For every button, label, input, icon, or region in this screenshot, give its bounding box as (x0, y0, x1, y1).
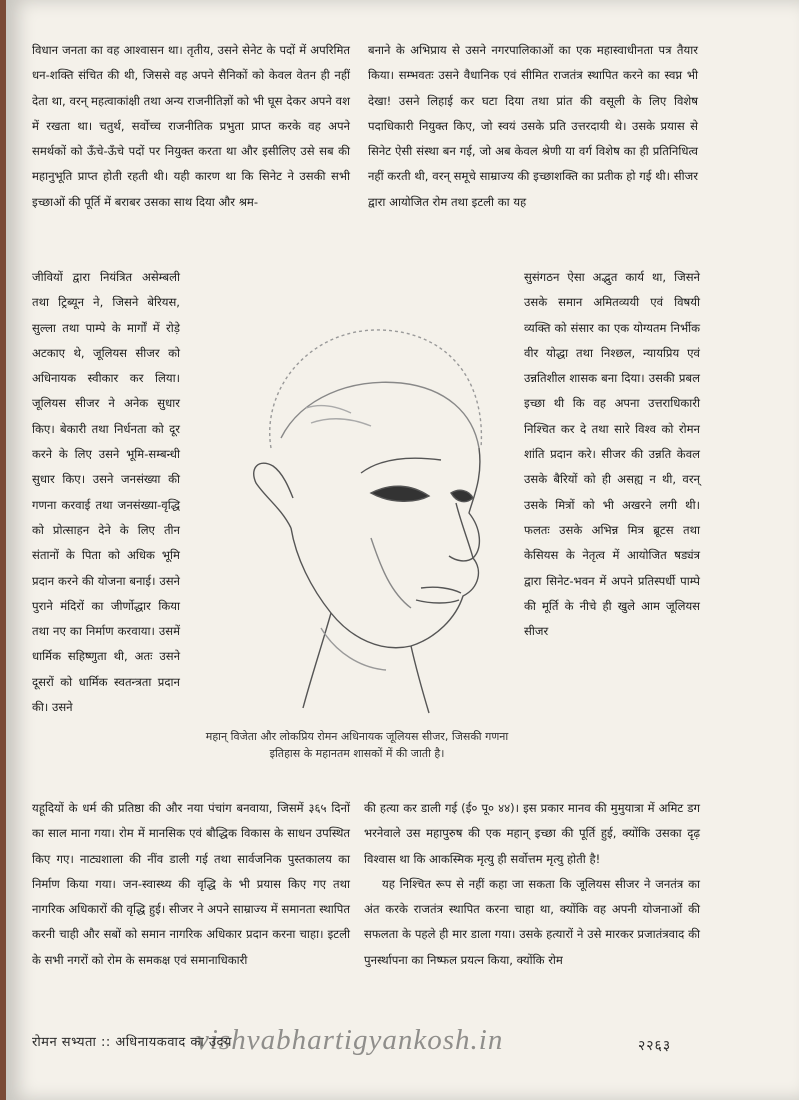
figure-caption: महान् विजेता और लोकप्रिय रोमन अधिनायक जूलियस सीजर, जिसकी गणना इतिहास के महानतम शासकों में की जाती है। (205, 730, 509, 760)
paragraph-bottom-right-part-2: यह निश्चित रूप से नहीं कहा जा सकता कि जूलियस सीजर ने जनतंत्र का अंत करके राजतंत्र स्थापित करना चाहा था, क्योंकि वह अपनी योजनाओं की सफलता के पहले ही मार डाला गया। उसके हत्यारों ने उसे मारकर प्रजातंत्रवाद की पुनर्स्थापना का निष्फल प्रयत्न किया, क्योंकि रोम (364, 876, 700, 967)
julius-caesar-portrait (211, 308, 511, 718)
running-footer-title: रोमन सभ्यता :: अधिनायकवाद का उदय (32, 1035, 232, 1050)
paragraph-bottom-left: यहूदियों के धर्म की प्रतिष्ठा की और नया पंचांग बनवाया, जिसमें ३६५ दिनों का साल माना गया। रोम में मानसिक एवं बौद्धिक विकास के साधन उपस्थित किए गए। नाट्यशाला की नींव डाली गई तथा सार्वजनिक पुस्तकालय का निर्माण किया गया। जन-स्वास्थ्य की वृद्धि के भी प्रयास किए गए तथा नागरिक अधिकारों की वृद्धि हुई। सीजर ने अपने साम्राज्य में समानता स्थापित करनी चाही और सबों को समान नागरिक अधिकार प्रदान करना चाहा। इटली के सभी नगरों को रोम के समकक्ष एवं समानाधिकारी (32, 801, 350, 967)
page-number: २२६३ (638, 1038, 672, 1054)
paragraph-right-narrow: सुसंगठन ऐसा अद्भुत कार्य था, जिसने उसके समान अमितव्ययी एवं विषयी व्यक्ति को संसार का एक योग्यतम निर्भीक वीर योद्धा तथा निश्छल, न्यायप्रिय एवं उन्नतिशील शासक बना दिया। उसकी प्रबल इच्छा थी कि वह अपना उत्तराधिकारी निश्चित कर दे तथा सारे विश्व को रोमन शांति प्रदान करे। सीजर की उन्नति केवल उसके बैरियों को ही असह्य न थी, वरन् उसके मित्रों को भी अखरने लगी थी। फलतः उसके अभिन्न मित्र ब्रूटस तथा केसियस के नेतृत्व में आयोजित षड्यंत्र द्वारा सिनेट-भवन में अपने प्रतिस्पर्धी पाम्पे की मूर्ति के नीचे ही खुले आम जूलियस सीजर (524, 270, 700, 639)
paragraph-right-top: बनाने के अभिप्राय से उसने नगरपालिकाओं का एक महास्वाधीनता पत्र तैयार किया। सम्भवतः उसने वैधानिक एवं सीमित राजतंत्र स्थापित करने का स्वप्न भी देखा! उसने लिहाई कर घटा दिया तथा प्रांत की वसूली के लिए विशेष पदाधिकारी नियुक्त किए, जो स्वयं उसके प्रति उत्तरदायी थे। उसके प्रयास से सिनेट ऐसी संस्था बन गई, जो अब केवल श्रेणी या वर्ग विशेष का ही प्रतिनिधित्व नहीं करती थी, वरन् समूचे साम्राज्य की इच्छाशक्ति का प्रतीक हो गई थी। सीजर द्वारा आयोजित रोम तथा इटली का यह (368, 43, 698, 209)
paragraph-bottom-right (364, 796, 700, 973)
book-page (6, 0, 799, 1100)
watermark: vishvabhartigyankosh.in (196, 1024, 504, 1056)
paragraph-left-top: विधान जनता का वह आश्वासन था। तृतीय, उसने सेनेट के पदों में अपरिमित धन-शक्ति संचित की थी, जिससे वह अपने सैनिकों को केवल वेतन ही नहीं देता था, वरन् महत्वाकांक्षी तथा अन्य राजनीतिज्ञों को भी घूस देकर अपने वश में रखता था। चतुर्थ, सर्वोच्च राजनीतिक प्रभुता प्राप्त करके वह अपने समर्थकों को ऊँचे-ऊँचे पदों पर नियुक्त करता था और इसीलिए उसे सब की महानुभूति प्राप्त होती रहती थी। यही कारण था कि सिनेट ने उसकी सभी इच्छाओं की पूर्ति में बराबर उसका साथ दिया और श्रम- (32, 43, 350, 209)
paragraph-left-narrow: जीवियों द्वारा नियंत्रित असेम्बली तथा ट्रिब्यून ने, जिसने बेरियस, सुल्ला तथा पाम्पे के मार्गों में रोड़े अटकाए थे, जूलियस सीजर को अधिनायक स्वीकार कर लिया। जूलियस सीजर ने अनेक सुधार किए। बेकारी तथा निर्धनता को दूर करने के लिए उसने भूमि-सम्बन्धी सुधार किए। उसने जनसंख्या की गणना करवाई तथा जनसंख्या-वृद्धि को प्रोत्साहन देने के लिए तीन संतानों के पिता को अधिक भूमि प्रदान करने की योजना बनाई। उसने पुराने मंदिरों का जीर्णोद्धार किया तथा नए का निर्माण करवाया। उसमें धार्मिक सहिष्णुता थी, अतः उसने दूसरों को धार्मिक स्वतन्त्रता प्रदान की। उसने (32, 270, 180, 715)
paragraph-bottom-right-part-1: की हत्या कर डाली गई (ई० पू० ४४)। इस प्रकार मानव की मुमुयात्रा में अमिट डग भरनेवाले उस महापुरुष की एक महान् इच्छा की पूर्ति हुई, क्योंकि उसका दृढ़ विश्वास था कि आकस्मिक मृत्यु ही सर्वोत्तम मृत्यु होती है! (364, 801, 700, 866)
